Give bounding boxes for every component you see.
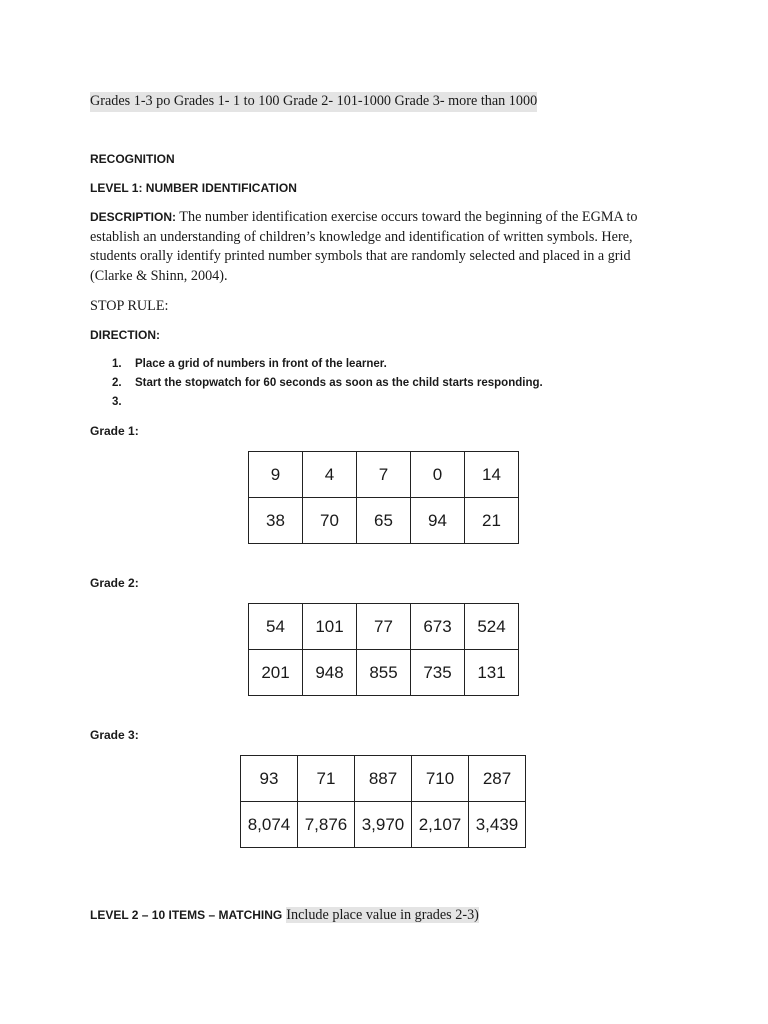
- grade-range-note: Grades 1-3 po Grades 1- 1 to 100 Grade 2- 101-1000 Grade 3- more than 1000: [90, 92, 537, 112]
- direction-list: [90, 355, 543, 412]
- grid-cell: 21: [465, 498, 519, 544]
- level-2-heading: LEVEL 2 – 10 ITEMS – MATCHING: [90, 908, 283, 922]
- grade-3-number-grid: [240, 755, 526, 848]
- table-row: [249, 604, 519, 650]
- grid-cell: 0: [411, 452, 465, 498]
- table-row: [241, 756, 526, 802]
- grid-cell: 673: [411, 604, 465, 650]
- level-2-note: Include place value in grades 2-3): [286, 907, 479, 923]
- grid-cell: 131: [465, 650, 519, 696]
- list-item-number: 2.: [112, 377, 122, 389]
- list-item-text: Start the stopwatch for 60 seconds as soon as the child starts responding.: [135, 377, 543, 389]
- grade-1-number-grid: [248, 451, 519, 544]
- grid-cell: 70: [303, 498, 357, 544]
- grid-cell: 3,439: [469, 802, 526, 848]
- list-item-number: 3.: [112, 396, 122, 408]
- description-text: The number identification exercise occurs toward the beginning of the EGMA to establish an understanding of children’s knowledge and identification of written symbols. Here, students orally identify printed number symbols that are randomly selected and placed in a grid (Clarke & Shinn, 2004).: [90, 209, 638, 284]
- grade-2-label: Grade 2:: [90, 576, 139, 590]
- list-item: [90, 374, 543, 393]
- grid-cell: 77: [357, 604, 411, 650]
- description-label: DESCRIPTION:: [90, 210, 177, 224]
- grade-1-label: Grade 1:: [90, 424, 139, 438]
- grid-cell: 7,876: [298, 802, 355, 848]
- list-item: [90, 393, 543, 412]
- table-row: [249, 498, 519, 544]
- level-1-heading: LEVEL 1: NUMBER IDENTIFICATION: [90, 181, 297, 195]
- description-paragraph: [90, 208, 650, 286]
- grid-cell: 65: [357, 498, 411, 544]
- grid-cell: 710: [412, 756, 469, 802]
- stop-rule-label: STOP RULE:: [90, 298, 169, 314]
- list-item-text: Place a grid of numbers in front of the learner.: [135, 358, 387, 370]
- grid-cell: 287: [469, 756, 526, 802]
- direction-heading: DIRECTION:: [90, 328, 160, 342]
- grid-cell: 524: [465, 604, 519, 650]
- table-row: [249, 650, 519, 696]
- grid-cell: 3,970: [355, 802, 412, 848]
- grid-cell: 93: [241, 756, 298, 802]
- level-2-line: [90, 906, 479, 924]
- table-row: [241, 802, 526, 848]
- list-item: [90, 355, 543, 374]
- grid-cell: 948: [303, 650, 357, 696]
- grade-2-number-grid: [248, 603, 519, 696]
- grid-cell: 4: [303, 452, 357, 498]
- grid-cell: 94: [411, 498, 465, 544]
- list-item-number: 1.: [112, 358, 122, 370]
- table-row: [249, 452, 519, 498]
- grid-cell: 735: [411, 650, 465, 696]
- grid-cell: 101: [303, 604, 357, 650]
- section-heading-recognition: RECOGNITION: [90, 152, 175, 166]
- grade-3-label: Grade 3:: [90, 728, 139, 742]
- grid-cell: 71: [298, 756, 355, 802]
- grid-cell: 855: [357, 650, 411, 696]
- grid-cell: 54: [249, 604, 303, 650]
- grid-cell: 8,074: [241, 802, 298, 848]
- grid-cell: 887: [355, 756, 412, 802]
- grid-cell: 9: [249, 452, 303, 498]
- grid-cell: 38: [249, 498, 303, 544]
- grid-cell: 2,107: [412, 802, 469, 848]
- grid-cell: 14: [465, 452, 519, 498]
- grid-cell: 7: [357, 452, 411, 498]
- grid-cell: 201: [249, 650, 303, 696]
